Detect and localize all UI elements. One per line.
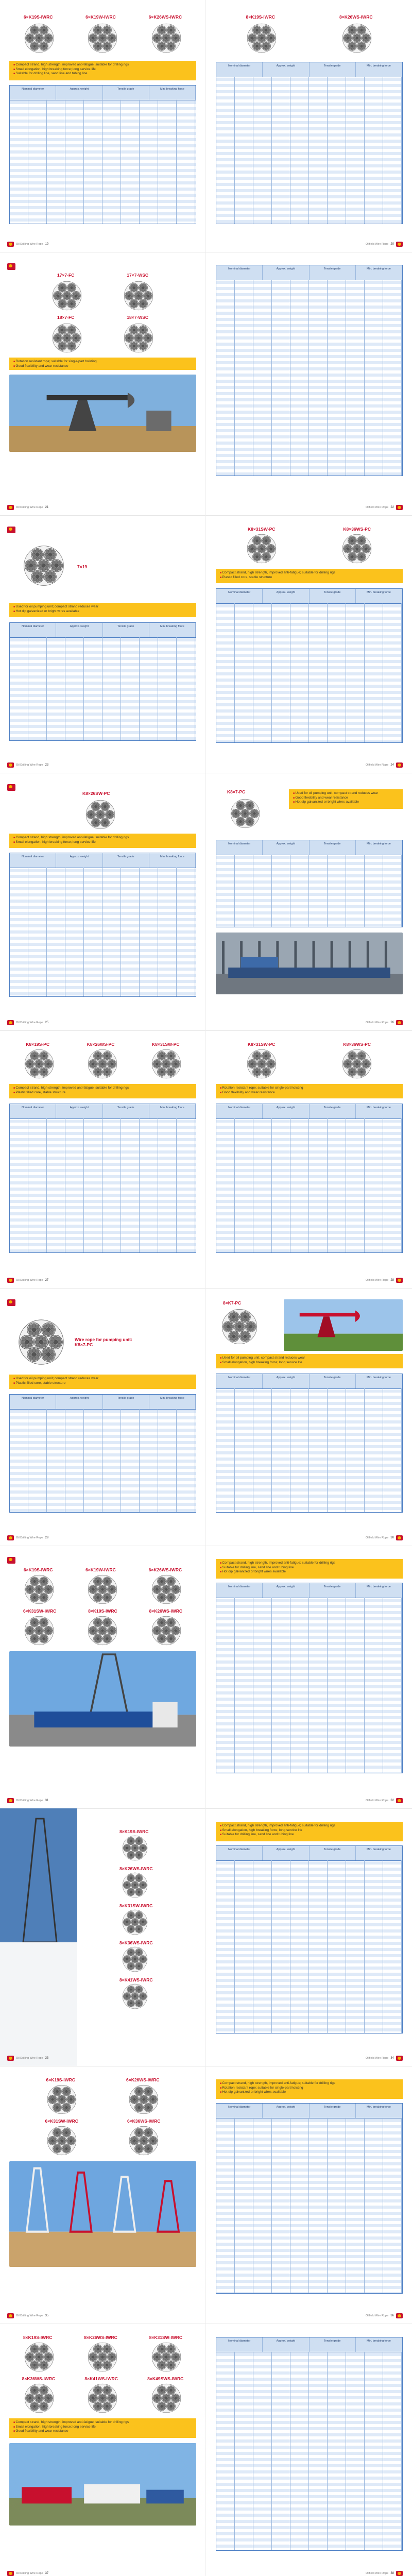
- page-footer: Oil Drilling Wire Rope 19: [7, 242, 198, 247]
- rope-cross-section-icon: [122, 1872, 148, 1898]
- note: ■ Suitable for drilling line, sand line and tubing line: [13, 72, 192, 76]
- page-38: Nominal diameter Approx. weight Tensile grade Min. breaking force Oilfield Wire Rope 38: [207, 2324, 412, 2576]
- spread-6: [0, 1288, 412, 1546]
- note: ■ Compact strand, high strength, improved anti-fatigue; suitable for drilling rigs: [13, 63, 192, 67]
- company-logo-icon: [7, 1278, 14, 1283]
- page-24: K8×31SW-PC K8×36WS-PC ■ Compact strand, high strength, improved anti-fatigue; suitable for drilling rigs ■ Plastic filled core, stable structure Nominal diameter Approx. weight Tensile grade Min. breaking force Oilfield Wire Rope 24: [207, 515, 412, 773]
- col-header: Nominal diameter: [10, 86, 56, 100]
- spec-table: Nominal diameter Approx. weight Tensile grade Min. breaking force: [216, 1583, 403, 1773]
- rope-cross-section-icon: [122, 1835, 148, 1861]
- company-logo-icon: [7, 1299, 15, 1306]
- notes-box: [9, 61, 196, 80]
- company-logo-icon: [396, 2056, 403, 2061]
- rope-cross-section-icon: [88, 2383, 117, 2413]
- factory-photo: [216, 933, 403, 994]
- rope-cross-section-icon: [88, 2342, 117, 2372]
- company-logo-icon: [7, 1798, 14, 1803]
- rope-cross-section-icon: [247, 23, 277, 53]
- page-34: ■ Compact strand, high strength, improved anti-fatigue; suitable for drilling rigs ■ Small elongation, high breaking force; long service life ■ Suitable for drilling line, sand line and tubing line Nominal diameter Approx. weight Tensile grade Min. breaking force Oilfield Wire Rope 34: [207, 1808, 412, 2066]
- company-logo-icon: [396, 1020, 403, 1025]
- company-logo-icon: [396, 2571, 403, 2576]
- oil-field-side-photo: [0, 1808, 77, 2066]
- notes-box: ■ Used for oil pumping unit; compact strand reduces wear ■ Good flexibility and wear resistance ■ Hot dip galvanized or bright wires available: [289, 789, 403, 809]
- company-logo-icon: [7, 1557, 15, 1564]
- company-logo-icon: [7, 527, 15, 533]
- notes-box: ■ Used for oil pumping unit; compact strand reduces wear ■ Plastic filled core, stable structure: [9, 1375, 196, 1389]
- page-20: [207, 0, 412, 252]
- spread-9: [0, 2066, 412, 2324]
- rope-cross-section-icon: [23, 545, 64, 586]
- col-header: Min. breaking force: [149, 86, 196, 100]
- rope-cross-section-icon: [88, 1616, 117, 1646]
- rope-cross-section-icon: [342, 1049, 372, 1079]
- company-logo-icon: [7, 263, 15, 270]
- company-logo-icon: [7, 2571, 14, 2576]
- rope-cross-section-icon: [151, 1574, 181, 1604]
- company-logo-icon: [7, 2056, 14, 2061]
- rope-cross-section-icon: [129, 2084, 159, 2114]
- spread-10: [0, 2324, 412, 2576]
- rope-title: 6×K26WS-IWRC: [148, 14, 182, 20]
- company-logo-icon: [396, 1278, 403, 1283]
- rope-cross-section-icon: [342, 23, 372, 53]
- rope-cross-section-icon: [122, 1909, 148, 1935]
- pumpjack-photo: [9, 375, 196, 452]
- rope-cross-section-icon: [24, 1616, 54, 1646]
- rope-cross-section-icon: [85, 800, 115, 829]
- notes-box: ■ Compact strand, high strength, improved anti-fatigue; suitable for drilling rigs ■ Suitable for drilling line, sand line and tubing line ■ Hot dip galvanized or bright wires available: [216, 1559, 403, 1579]
- rope-cross-section-icon: [88, 23, 117, 53]
- col-header: Tensile grade: [103, 86, 149, 100]
- page-23: 7×19 ■ Used for oil pumping unit; compact strand reduces wear ■ Hot dip galvanized or bright wires available Nominal diameter Approx. weight Tensile grade Min. breaking force Oil Drilling Wire Rope 23: [0, 515, 206, 773]
- page-37: 8×K19S-IWRC 8×K26WS-IWRC 8×K31SW-IWRC 8×K36WS-IWRC 8×K41WS-IWRC 8×K49SWS-IWRC ■ Compact strand, high strength, improved anti-fatigue; suitable for drilling rigs ■ Small elongation, high breaking force; long service life ■ Good flexibility and wear resistance Oil Drilling Wire Rope 37: [0, 2324, 206, 2576]
- notes-box: ■ Compact strand, high strength, improved anti-fatigue; suitable for drilling rigs ■ Plastic filled core, stable structure: [9, 1084, 196, 1098]
- spread-8: [0, 1808, 412, 2066]
- spread-4: [0, 773, 412, 1031]
- company-logo-icon: [396, 505, 403, 510]
- notes-box: ■ Rotation resistant rope; suitable for single-part hoisting ■ Good flexibility and wear resistance: [9, 358, 196, 370]
- rig-trucks-photo: [9, 2443, 196, 2526]
- page-31: 6×K19S-IWRC 6×K19W-IWRC 6×K26WS-IWRC 6×K31SW-IWRC 8×K19S-IWRC 8×K26WS-IWRC Oil Drilling Wire Rope 31: [0, 1546, 206, 1808]
- rope-cross-section-icon: [151, 1049, 181, 1079]
- notes-box: ■ Compact strand, high strength, improved anti-fatigue; suitable for drilling rigs ■ Plastic filled core, stable structure: [216, 569, 403, 583]
- spec-table: Nominal diameter Approx. weight Tensile grade Min. breaking force: [216, 1845, 403, 2033]
- rope-cross-section-icon: [24, 1574, 54, 1604]
- spread-5: [0, 1030, 412, 1289]
- spec-table: Nominal diameter Approx. weight Tensile grade Min. breaking force: [216, 62, 403, 224]
- spec-table: Nominal diameter Approx. weight Tensile grade Min. breaking force: [9, 622, 196, 741]
- page-26: K8×7-PC ■ Used for oil pumping unit; compact strand reduces wear ■ Good flexibility and wear resistance ■ Hot dip galvanized or bright wires available Nominal diameter Approx. weight Tensile grade Min. breaking force Oilfield Wire Rope 26: [207, 773, 412, 1030]
- company-logo-icon: [7, 2313, 14, 2318]
- page-footer: Oilfield Wire Rope 20: [214, 242, 405, 247]
- page-36: ■ Compact strand, high strength, improved anti-fatigue; suitable for drilling rigs ■ Rotation resistant rope; suitable for single-part hoisting ■ Hot dip galvanized or bright wires available Nominal diameter Approx. weight Tensile grade Min. breaking force Oilfield Wire Rope 36: [207, 2066, 412, 2324]
- rope-title: 6×K19W-IWRC: [85, 14, 116, 20]
- page-27: K8×19S-PC K8×26WS-PC K8×31SW-PC ■ Compact strand, high strength, improved anti-fatigue; suitable for drilling rigs ■ Plastic filled core, stable structure Nominal diameter Approx. weight Tensile grade Min. breaking force Oil Drilling Wire Rope 27: [0, 1030, 206, 1288]
- company-logo-icon: [396, 2313, 403, 2318]
- rope-cross-section-icon: [24, 23, 54, 53]
- notes-box: ■ Compact strand, high strength, improved anti-fatigue; suitable for drilling rigs ■ Small elongation, high breaking force; long service life ■ Suitable for drilling line, sand line and tubing line: [216, 1822, 403, 1841]
- page-35: 6×K19S-IWRC 6×K26WS-IWRC 6×K31SW-IWRC 6×K36WS-IWRC Oil Drilling Wire Rope 35: [0, 2066, 206, 2324]
- page-33: 8×K19S-IWRC 8×K26WS-IWRC 8×K31SW-IWRC 8×K36WS-IWRC 8×K41WS-IWRC Oil Drilling Wire Rope 33: [0, 1808, 206, 2066]
- page-19: [0, 0, 206, 252]
- rope-cross-section-icon: [52, 281, 82, 311]
- rope-title: 8×K19S-IWRC: [246, 14, 275, 20]
- spec-table: Nominal diameter Approx. weight Tensile grade Min. breaking force: [9, 1104, 196, 1253]
- rope-cross-section-icon: [24, 1049, 54, 1079]
- spec-table: Nominal diameter Approx. weight Tensile grade Min. breaking force: [216, 1374, 403, 1513]
- spec-table: Nominal diameter Approx. weight Tensile grade Min. breaking force: [9, 853, 196, 997]
- rope-cross-section-icon: [18, 1319, 64, 1365]
- page-25: K8×26SW-PC ■ Compact strand, high strength, improved anti-fatigue; suitable for drilling rigs ■ Small elongation, high breaking force; long service life Nominal diameter Approx. weight Tensile grade Min. breaking force Oil Drilling Wire Rope 25: [0, 773, 206, 1030]
- rope-title: 8×K26WS-IWRC: [339, 14, 373, 20]
- rope-cross-section-icon: [88, 1574, 117, 1604]
- company-logo-icon: [7, 762, 14, 768]
- company-logo-icon: [7, 242, 14, 247]
- rope-cross-section-icon: [247, 534, 277, 564]
- spec-table: Nominal diameter Approx. weight Tensile grade Min. breaking force: [216, 840, 403, 927]
- page-32: ■ Compact strand, high strength, improved anti-fatigue; suitable for drilling rigs ■ Suitable for drilling line, sand line and tubing line ■ Hot dip galvanized or bright wires available Nominal diameter Approx. weight Tensile grade Min. breaking force Oilfield Wire Rope 32: [207, 1546, 412, 1808]
- rope-cross-section-icon: [122, 1984, 148, 2009]
- page-29: Wire rope for pumping unit: K8×7-PC ■ Used for oil pumping unit; compact strand reduces wear ■ Plastic filled core, stable structure Nominal diameter Approx. weight Tensile grade Min. breaking force Oil Drilling Wire Rope 29: [0, 1288, 206, 1546]
- company-logo-icon: [396, 1798, 403, 1803]
- spec-table: Nominal diameter Approx. weight Tensile grade Min. breaking force: [216, 588, 403, 743]
- notes-box: ■ Rotation resistant rope; suitable for single-part hoisting ■ Good flexibility and wear resistance: [216, 1084, 403, 1098]
- spread-1: [0, 0, 412, 252]
- spread-7: [0, 1546, 412, 1809]
- company-logo-icon: [7, 505, 14, 510]
- spec-table: Nominal diameter Approx. weight Tensile grade Min. breaking force: [216, 1104, 403, 1253]
- company-logo-icon: [7, 1020, 14, 1025]
- spread-2: [0, 252, 412, 516]
- spread-3: [0, 515, 412, 773]
- notes-box: ■ Compact strand, high strength, improved anti-fatigue; suitable for drilling rigs ■ Small elongation, high breaking force; long service life: [9, 834, 196, 848]
- rope-cross-section-icon: [24, 2383, 54, 2413]
- notes-box: ■ Used for oil pumping unit; compact strand reduces wear ■ Small elongation, high breaking force; long service life: [216, 1354, 403, 1368]
- rope-cross-section-icon: [151, 23, 181, 53]
- page-22: Nominal diameter Approx. weight Tensile grade Min. breaking force Oilfield Wire Rope 22: [207, 252, 412, 515]
- notes-box: ■ Compact strand, high strength, improved anti-fatigue; suitable for drilling rigs ■ Small elongation, high breaking force; long service life ■ Good flexibility and wear resistance: [9, 2418, 196, 2438]
- rope-cross-section-icon: [122, 1946, 148, 1972]
- rope-cross-section-icon: [47, 2126, 77, 2156]
- rope-cross-section-icon: [129, 2126, 159, 2156]
- col-header: Approx. weight: [56, 86, 102, 100]
- rope-cross-section-icon: [24, 2342, 54, 2372]
- rope-title: 6×K19S-IWRC: [23, 14, 53, 20]
- notes-box: ■ Compact strand, high strength, improved anti-fatigue; suitable for drilling rigs ■ Rotation resistant rope; suitable for single-part hoisting ■ Hot dip galvanized or bright wires available: [216, 2079, 403, 2099]
- rope-cross-section-icon: [52, 323, 82, 353]
- rope-cross-section-icon: [151, 1616, 181, 1646]
- rope-cross-section-icon: [124, 281, 153, 311]
- company-logo-icon: [396, 1535, 403, 1540]
- page-30: 8×K7-PC ■ Used for oil pumping unit; compact strand reduces wear ■ Small elongation, high breaking force; long service life Nominal diameter Approx. weight Tensile grade Min. breaking force Oilfield Wire Rope 30: [207, 1288, 412, 1546]
- rope-cross-section-icon: [88, 1049, 117, 1079]
- note: ■ Small elongation, high breaking force; long service life: [13, 67, 192, 72]
- spec-table: Nominal diameter Approx. weight Tensile grade Min. breaking force: [9, 1394, 196, 1513]
- rope-cross-section-icon: [47, 2084, 77, 2114]
- rope-cross-section-icon: [151, 2383, 181, 2413]
- spec-table: Nominal diameter Approx. weight Tensile grade Min. breaking force: [216, 2337, 403, 2551]
- pumpjack-red-photo: [284, 1299, 403, 1351]
- rope-cross-section-icon: [230, 799, 260, 828]
- rope-cross-section-icon: [151, 2342, 181, 2372]
- spec-table: Nominal diameter Approx. weight Tensile grade Min. breaking force: [216, 265, 403, 476]
- spec-table: [9, 85, 196, 224]
- company-logo-icon: [396, 242, 403, 247]
- rope-cross-section-icon: [124, 323, 153, 353]
- rope-cross-section-icon: [221, 1309, 258, 1345]
- page-28: K8×31SW-PC K8×36WS-PC ■ Rotation resistant rope; suitable for single-part hoisting ■ Good flexibility and wear resistance Nominal diameter Approx. weight Tensile grade Min. breaking force Oilfield Wire Rope 28: [207, 1030, 412, 1288]
- company-logo-icon: [7, 784, 15, 791]
- drilling-truck-photo: [9, 1651, 196, 1747]
- page-21: 17×7-FC 17×7-WSC 18×7-FC 18×7-WSC ■ Rotation resistant rope; suitable for single-part hoisting ■ Good flexibility and wear resistance Oil Drilling Wire Rope 21: [0, 252, 206, 515]
- drilling-rigs-photo: [9, 2161, 196, 2267]
- company-logo-icon: [7, 1535, 14, 1540]
- spec-table: Nominal diameter Approx. weight Tensile grade Min. breaking force: [216, 2103, 403, 2294]
- rope-cross-section-icon: [342, 534, 372, 564]
- rope-cross-section-icon: [247, 1049, 277, 1079]
- company-logo-icon: [396, 762, 403, 768]
- notes-box: ■ Used for oil pumping unit; compact strand reduces wear ■ Hot dip galvanized or bright wires available: [9, 603, 196, 617]
